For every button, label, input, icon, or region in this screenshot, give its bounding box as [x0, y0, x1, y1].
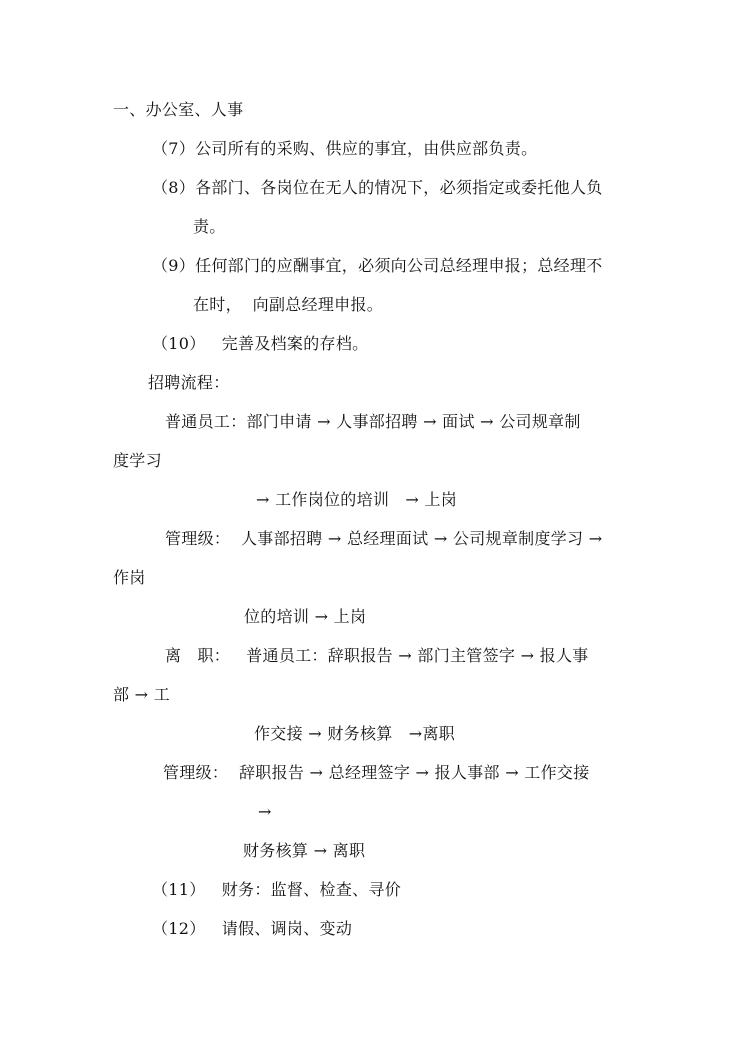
resignation-staff-line-2: 部 → 工: [113, 685, 171, 704]
resignation-manager-line-3: 财务核算 → 离职: [243, 841, 366, 860]
recruitment-title: 招聘流程：: [148, 373, 230, 392]
recruitment-staff-line-2: 度学习: [113, 451, 162, 470]
recruitment-staff-line-1: 普通员工：部门申请 → 人事部招聘 → 面试 → 公司规章制: [165, 412, 581, 431]
item-9-line-1: （9）任何部门的应酬事宜，必须向公司总经理申报；总经理不: [152, 256, 603, 275]
recruitment-staff-line-3: → 工作岗位的培训 → 上岗: [256, 490, 458, 509]
item-12: （12） 请假、调岗、变动: [152, 919, 353, 938]
item-11: （11） 财务：监督、检查、寻价: [152, 880, 402, 899]
resignation-staff-line-1: 离 职： 普通员工：辞职报告 → 部门主管签字 → 报人事: [165, 646, 589, 665]
recruitment-manager-line-1: 管理级： 人事部招聘 → 总经理面试 → 公司规章制度学习 →: [165, 529, 603, 548]
recruitment-manager-line-3: 位的培训 → 上岗: [244, 607, 367, 626]
item-8-line-1: （8）各部门、各岗位在无人的情况下，必须指定或委托他人负: [152, 178, 603, 197]
item-10: （10） 完善及档案的存档。: [152, 334, 369, 353]
item-7: （7）公司所有的采购、供应的事宜，由供应部负责。: [152, 139, 538, 158]
recruitment-manager-line-2: 作岗: [113, 568, 146, 587]
resignation-manager-line-2: →: [258, 802, 272, 821]
resignation-manager-line-1: 管理级： 辞职报告 → 总经理签字 → 报人事部 → 工作交接: [163, 763, 590, 782]
section-heading: 一、办公室、人事: [113, 100, 244, 119]
item-9-line-2: 在时， 向副总经理申报。: [193, 295, 384, 314]
item-8-line-2: 责。: [193, 217, 226, 236]
resignation-staff-line-3: 作交接 → 财务核算 →离职: [254, 724, 456, 743]
